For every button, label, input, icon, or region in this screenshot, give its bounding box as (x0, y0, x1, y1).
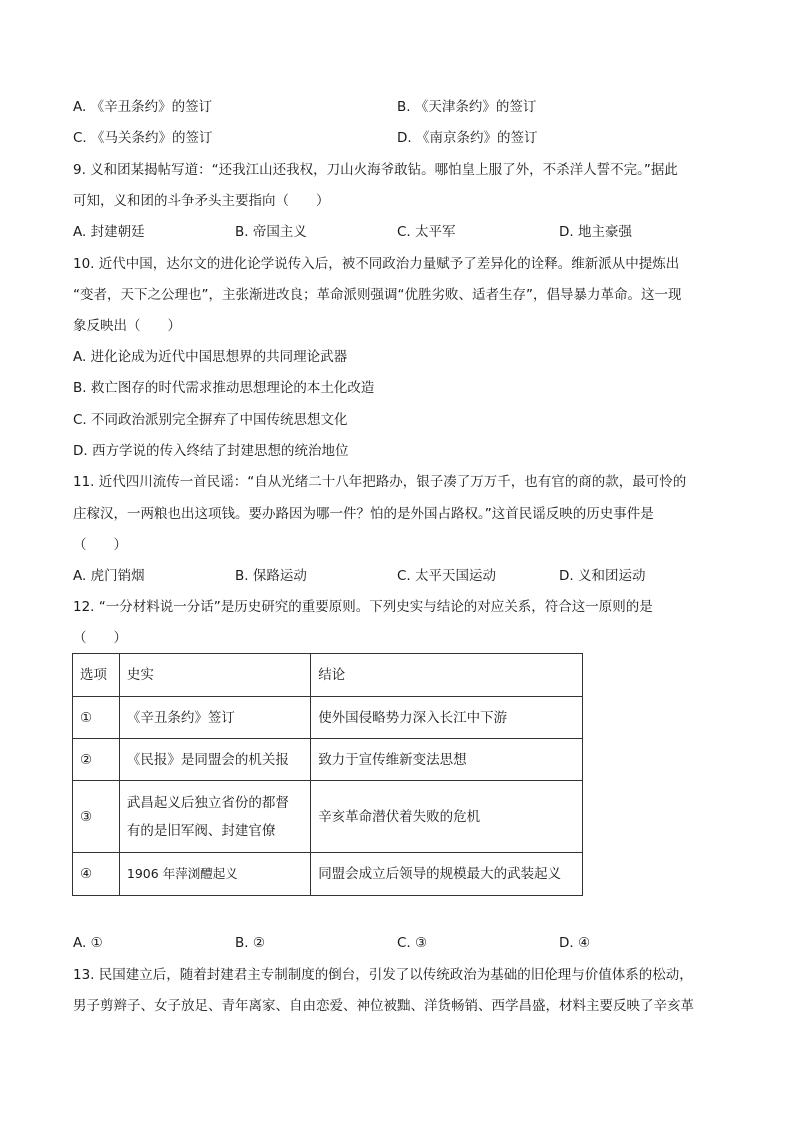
q12-stem-line-1: 12. “一分材料说一分话”是历史研究的重要原则。下列史实与结论的对应关系，符合这一原则的是 (73, 599, 653, 615)
table-row (73, 781, 583, 853)
q10-stem-line-1: 10. 近代中国，达尔文的进化论学说传入后，被不同政治力量赋予了差异化的诠释。维新派从中提炼出 (73, 256, 680, 272)
q11-option-c[interactable]: C. 太平天国运动 (397, 568, 497, 584)
q12-stem-line-2: （ ） (73, 630, 127, 646)
table-header-fact: 史实 (119, 654, 310, 697)
table-row (73, 697, 583, 739)
table-cell-fact-line: 有的是旧军阀、封建官僚 (126, 822, 276, 839)
q13-stem-line-2: 男子剪辫子、女子放足、青年离家、自由恋爱、神位被黜、洋货畅销、西学昌盛，材料主要反映了辛亥革 (73, 998, 694, 1014)
table-cell-conclusion: 辛亥革命潜伏着失败的危机 (311, 781, 583, 853)
table-cell-conclusion: 致力于宣传维新变法思想 (311, 739, 583, 781)
q9-option-d[interactable]: D. 地主豪强 (559, 224, 632, 240)
q8-option-b[interactable]: B. 《天津条约》的签订 (397, 99, 537, 115)
q11-option-b[interactable]: B. 保路运动 (235, 568, 307, 584)
q10-option-b[interactable]: B. 救亡图存的时代需求推动思想理论的本土化改造 (73, 380, 375, 396)
table-cell-no: ② (73, 739, 120, 781)
q9-option-b[interactable]: B. 帝国主义 (235, 224, 307, 240)
q10-option-d[interactable]: D. 西方学说的传入终结了封建思想的统治地位 (73, 443, 349, 459)
q11-option-d[interactable]: D. 义和团运动 (559, 568, 646, 584)
q13-stem-line-1: 13. 民国建立后，随着封建君主专制制度的倒台，引发了以传统政治为基础的旧伦理与价值体系的松动， (73, 967, 693, 983)
table-cell-fact (119, 781, 310, 853)
table-header-option: 选项 (73, 654, 120, 697)
q10-stem-line-2: “变者，天下之公理也”，主张渐进改良；革命派则强调“优胜劣败、适者生存”，倡导暴力革命。这一现 (73, 287, 682, 303)
q10-stem-line-3: 象反映出（ ） (73, 318, 181, 334)
q8-option-c[interactable]: C. 《马关条约》的签订 (73, 130, 213, 146)
table-cell-no: ③ (73, 781, 120, 853)
table-cell-conclusion: 使外国侵略势力深入长江中下游 (311, 697, 583, 739)
table-cell-conclusion: 同盟会成立后领导的规模最大的武装起义 (311, 853, 583, 896)
q11-option-a[interactable]: A. 虎门销烟 (73, 568, 145, 584)
q9-option-a[interactable]: A. 封建朝廷 (73, 224, 145, 240)
q12-table (72, 653, 583, 896)
table-cell-fact: 《民报》是同盟会的机关报 (119, 739, 310, 781)
table-cell-fact-line: 武昌起义后独立省份的都督 (126, 794, 289, 811)
q8-option-d[interactable]: D. 《南京条约》的签订 (397, 130, 538, 146)
table-cell-no: ④ (73, 853, 120, 896)
table-cell-fact: 《辛丑条约》签订 (119, 697, 310, 739)
q10-option-c[interactable]: C. 不同政治派别完全摒弃了中国传统思想文化 (73, 412, 348, 428)
q9-option-c[interactable]: C. 太平军 (397, 224, 456, 240)
table-header-conclusion: 结论 (311, 654, 583, 697)
q12-option-a[interactable]: A. ① (73, 935, 103, 951)
q9-stem-line-1: 9. 义和团某揭帖写道：“还我江山还我权，刀山火海爷敢钻。哪怕皇上服了外，不杀洋人誓不完。”据此 (73, 162, 678, 178)
q12-option-d[interactable]: D. ④ (559, 935, 591, 951)
q12-option-b[interactable]: B. ② (235, 935, 265, 951)
table-row (73, 853, 583, 896)
table-cell-no: ① (73, 697, 120, 739)
table-header-row (73, 654, 583, 697)
q11-stem-line-3: （ ） (73, 537, 127, 553)
q9-stem-line-2: 可知，义和团的斗争矛头主要指向（ ） (73, 193, 330, 209)
q8-option-a[interactable]: A. 《辛丑条约》的签订 (73, 99, 213, 115)
q11-stem-line-1: 11. 近代四川流传一首民谣：“自从光绪二十八年把路办，银子凑了万万千，也有官的商的款，最可怜的 (73, 474, 687, 490)
q11-stem-line-2: 庄稼汉，一两粮也出这项钱。要办路因为哪一件？怕的是外国占路权。”这首民谣反映的历史事件是 (73, 506, 654, 522)
table-row (73, 739, 583, 781)
table-cell-fact: 1906 年萍浏醴起义 (119, 853, 310, 896)
q10-option-a[interactable]: A. 进化论成为近代中国思想界的共同理论武器 (73, 349, 348, 365)
q12-option-c[interactable]: C. ③ (397, 935, 428, 951)
